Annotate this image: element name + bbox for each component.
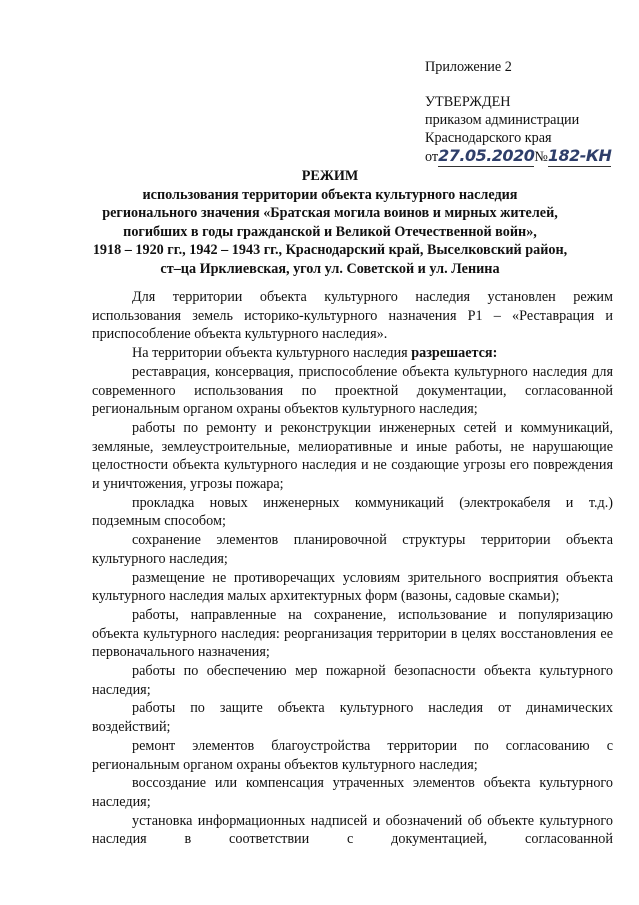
document-body: [92, 288, 613, 849]
title-line: 1918 – 1920 гг., 1942 – 1943 гг., Краснодарский край, Выселковский район,: [92, 242, 568, 259]
appendix-label: Приложение 2: [425, 59, 512, 75]
date-prefix: от: [425, 149, 439, 165]
permitted-bold: разрешается:: [411, 345, 498, 362]
document-title: [40, 167, 620, 279]
title-heading: РЕЖИМ: [301, 168, 359, 184]
permitted-item: ремонт элементов благоустройства территории по согласованию с региональным органом охраны объектов культурного наследия;: [92, 737, 613, 773]
permitted-item: работы по обеспечению мер пожарной безопасности объекта культурного наследия;: [92, 663, 613, 698]
permitted-item: воссоздание или компенсация утраченных элементов объекта культурного наследия;: [92, 775, 613, 810]
approved-by-label: приказом администрации: [425, 112, 580, 128]
approval-stamp-block: [425, 58, 630, 167]
handwritten-date: 27.05.2020: [438, 146, 535, 165]
permitted-prefix: На территории объекта культурного наследия: [132, 345, 412, 362]
permitted-item: сохранение элементов планировочной структуры территории объекта культурного наследия;: [92, 532, 613, 567]
order-date-line: [425, 147, 630, 167]
permitted-item: работы, направленные на сохранение, использование и популяризацию объекта культурного наследия: реорганизация территории в целях восстановления ее первоначального назначения;: [92, 606, 613, 661]
title-line: погибших в годы гражданской и Великой Отечественной войн»,: [123, 223, 537, 240]
permitted-item: работы по защите объекта культурного наследия от динамических воздействий;: [92, 700, 613, 736]
number-sign: №: [534, 149, 548, 165]
region-label: Краснодарского края: [425, 130, 552, 146]
permitted-item: работы по ремонту и реконструкции инженерных сетей и коммуникаций, земляные, землеустроительные, мелиоративные и иные работы, не нарушающие целостности объекта культурного наследия и не создающие угрозы его повреждения и уничтожения, угрозы пожара;: [92, 419, 613, 493]
intro-paragraph: Для территории объекта культурного наследия установлен режим использования земель историко-культурного назначения Р1 – «Реставрация и приспособление объекта культурного наследия».: [92, 289, 613, 343]
permitted-item: установка информационных надписей и обозначений об объекте культурного наследия в соответствии с документацией, согласованной: [92, 812, 613, 848]
permitted-paragraph: [92, 344, 613, 363]
handwritten-number: 182-КН: [547, 146, 612, 165]
title-line: регионального значения «Братская могила воинов и мирных жителей,: [102, 205, 558, 222]
permitted-item: размещение не противоречащих условиям зрительного восприятия объекта культурного наследия малых архитектурных форм (вазоны, садовые скамьи);: [92, 569, 613, 605]
permitted-item: прокладка новых инженерных коммуникаций (электрокабеля и т.д.) подземным способом;: [92, 494, 613, 530]
title-line: использования территории объекта культурного наследия: [142, 186, 518, 203]
approved-label: УТВЕРЖДЕН: [425, 94, 511, 110]
permitted-item: реставрация, консервация, приспособление объекта культурного наследия для современного использования по проектной документации, согласованной региональным органом охраны объектов культурного наследия;: [92, 363, 613, 418]
title-line: ст–ца Ирклиевская, угол ул. Советской и ул. Ленина: [160, 260, 500, 277]
